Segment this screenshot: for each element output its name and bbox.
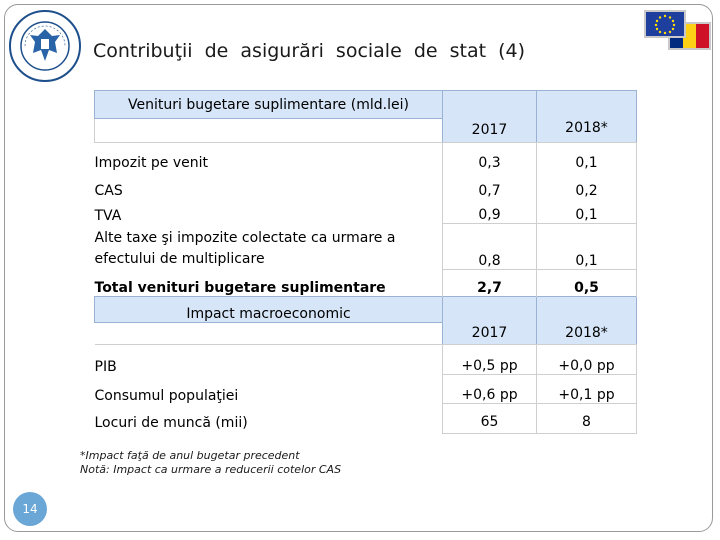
table1-value-2017: 0,3 — [443, 143, 537, 171]
table2-value-2017: +0,6 pp — [443, 375, 537, 404]
table2-value-2017: +0,5 pp — [443, 345, 537, 375]
table1-total-2018: 0,5 — [537, 270, 637, 297]
table1-value-2018: 0,1 — [537, 224, 637, 270]
table1-value-2017: 0,8 — [443, 224, 537, 270]
footnote-line-2: Notă: Impact ca urmare a reducerii cotelor CAS — [80, 463, 342, 476]
table2-row-label: PIB — [94, 358, 117, 375]
table1-value-2018: 0,2 — [537, 171, 637, 199]
flags-logo — [644, 10, 711, 50]
table1-total-2017: 2,7 — [443, 270, 537, 297]
ministry-seal-logo — [8, 9, 82, 83]
table1-col-2017: 2017 — [443, 91, 537, 143]
revenue-impact-table — [94, 90, 637, 434]
table2-value-2018: +0,1 pp — [537, 375, 637, 404]
table2-row-label: Consumul populaţiei — [94, 387, 239, 404]
table1-col-2018: 2018* — [537, 91, 637, 143]
table1-value-2018: 0,1 — [537, 143, 637, 171]
table1-value-2017: 0,9 — [443, 199, 537, 224]
page-number-badge: 14 — [13, 492, 47, 526]
table1-total-label: Total venituri bugetare suplimentare — [94, 280, 386, 296]
table2-value-2018: 8 — [537, 404, 637, 434]
table2-heading: Impact macroeconomic — [95, 297, 443, 323]
table1-value-2017: 0,7 — [443, 171, 537, 199]
table2-value-2017: 65 — [443, 404, 537, 434]
table1-heading: Venituri bugetare suplimentare (mld.lei) — [95, 91, 443, 119]
footnotes — [80, 449, 341, 477]
table1-value-2018: 0,1 — [537, 199, 637, 224]
table1-row-label: TVA — [94, 207, 122, 224]
footnote-line-1: *Impact faţă de anul bugetar precedent — [80, 449, 300, 462]
table2-col-2017: 2017 — [443, 297, 537, 345]
table2-col-2018: 2018* — [537, 297, 637, 345]
table1-row-label: Impozit pe venit — [94, 154, 208, 171]
slide-title: Contribuţii de asigurări sociale de stat (4) — [93, 40, 526, 62]
table2-row-label: Locuri de muncă (mii) — [94, 414, 248, 431]
table1-row-label: Alte taxe şi impozite colectate ca urmare a efectului de multiplicare — [94, 229, 396, 267]
eu-flag-icon — [644, 10, 686, 38]
table2-value-2018: +0,0 pp — [537, 345, 637, 375]
table1-row-label: CAS — [94, 182, 123, 199]
